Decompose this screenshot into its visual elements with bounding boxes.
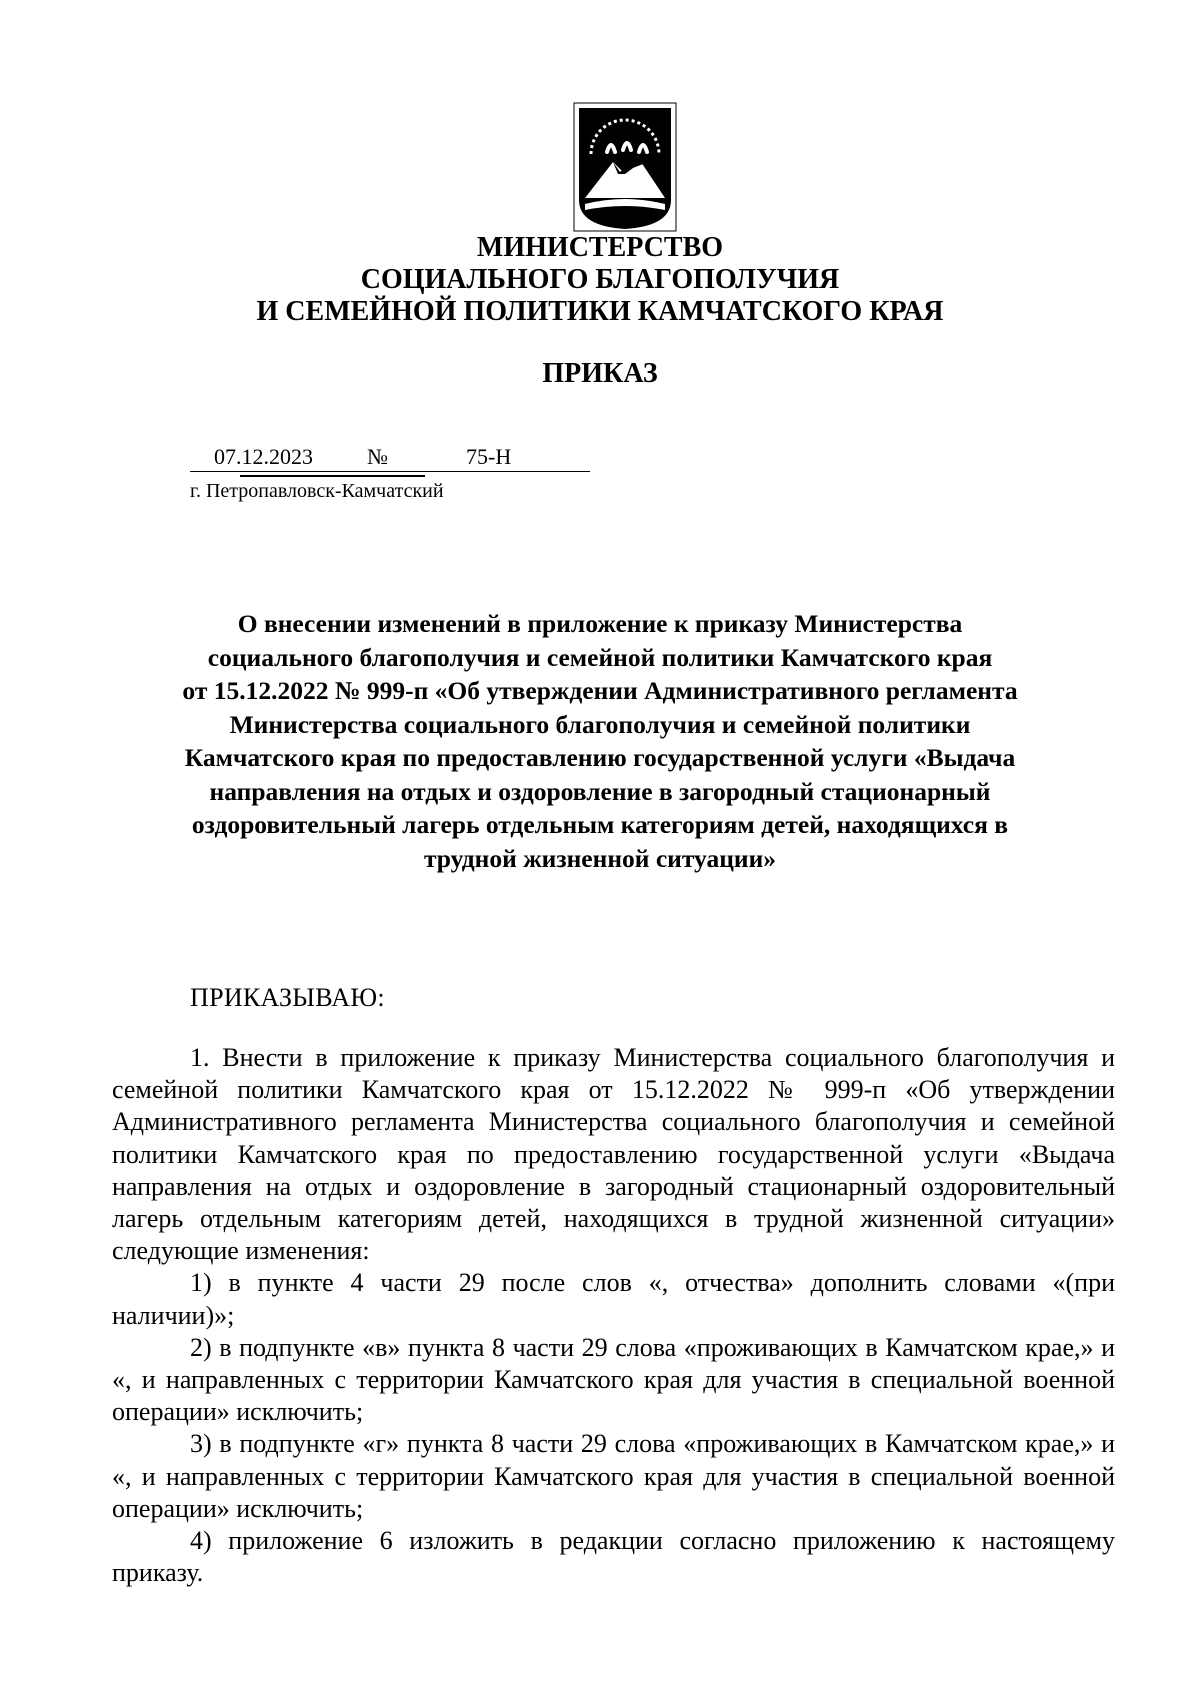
body-paragraph: 1) в пункте 4 части 29 после слов «, отчества» дополнить словами «(при наличии)»; (112, 1268, 1115, 1330)
subject-line: от 15.12.2022 № 999-п «Об утверждении Административного регламента (182, 676, 1018, 705)
order-number: 75-Н (466, 444, 512, 469)
ministry-name (0, 232, 1200, 328)
ministry-line-1: МИНИСТЕРСТВО (476, 232, 724, 263)
subject-line: трудной жизненной ситуации» (423, 843, 777, 873)
subject-line: О внесении изменений в приложение к приказу Министерства (237, 609, 963, 638)
subject-line: Министерства социального благополучия и семейной политики (229, 709, 971, 739)
subject-line: направления на отдых и оздоровление в загородный стационарный (209, 776, 991, 806)
order-body (112, 1042, 1115, 1589)
date-number-row (190, 444, 590, 474)
city-name: г. Петропавловск-Камчатский (190, 480, 444, 502)
ministry-line-3: И СЕМЕЙНОЙ ПОЛИТИКИ КАМЧАТСКОГО КРАЯ (256, 296, 944, 327)
document-type-title: ПРИКАЗ (542, 358, 658, 389)
number-sign: № (367, 444, 388, 469)
order-directive: ПРИКАЗЫВАЮ: (190, 983, 385, 1012)
order-subject (120, 607, 1080, 875)
subject-line: оздоровительный лагерь отдельным категориям детей, находящихся в (191, 810, 1009, 839)
body-paragraph: 4) приложение 6 изложить в редакции согласно приложению к настоящему приказу. (112, 1526, 1115, 1588)
order-date: 07.12.2023 (214, 444, 313, 469)
body-paragraph: 2) в подпункте «в» пункта 8 части 29 слова «проживающих в Камчатском крае,» и «, и направленных с территории Камчатского края для участия в специальной военной операции» исключить; (112, 1332, 1115, 1427)
date-mark (240, 475, 425, 477)
ministry-line-2: СОЦИАЛЬНОГО БЛАГОПОЛУЧИЯ (360, 264, 840, 295)
date-underline (190, 471, 590, 472)
subject-line: Камчатского края по предоставлению государственной услуги «Выдача (184, 743, 1016, 772)
body-paragraph: 3) в подпункте «г» пункта 8 части 29 слова «проживающих в Камчатском крае,» и «, и направленных с территории Камчатского края для участия в специальной военной операции» исключить; (112, 1429, 1115, 1523)
coat-of-arms-emblem (573, 102, 677, 232)
body-paragraph: 1. Внести в приложение к приказу Министерства социального благополучия и семейной политики Камчатского края от 15.12.2022 № 999-п «Об утверждении Административного регламента Министерства социального благополучия и семейной политики Камчатского края по предоставлению государственной услуги «Выдача направления на отдых и оздоровление в загородный стационарный оздоровительный лагерь отдельным категориям детей, находящихся в трудной жизненной ситуации» следующие изменения: (112, 1043, 1115, 1266)
subject-line: социального благополучия и семейной политики Камчатского края (207, 642, 993, 672)
